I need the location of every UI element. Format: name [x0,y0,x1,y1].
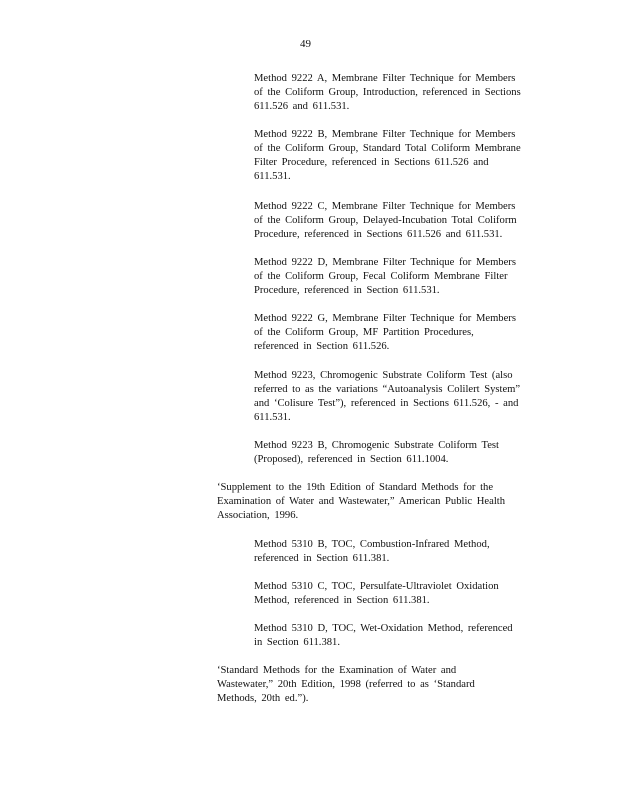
entry-line: Method 5310 B, TOC, Combustion-Infrared Method, [254,539,490,550]
entry-line: 611.531. [254,171,291,182]
reference-entry-9222-d [254,256,536,298]
entry-line: referenced in Section 611.526. [254,341,390,352]
entry-line: ‘Standard Methods for the Examination of Water and [217,665,457,676]
entry-line: of the Coliform Group, Delayed-Incubation Total Coliform [254,215,517,226]
entry-line: Procedure, referenced in Section 611.531. [254,285,440,296]
entry-line: Procedure, referenced in Sections 611.526 and 611.531. [254,229,503,240]
entry-line: Method, referenced in Section 611.381. [254,595,430,606]
entry-line: Method 9223 B, Chromogenic Substrate Coliform Test [254,440,499,451]
page-number: 49 [300,38,311,50]
reference-entry-5310-b [254,538,536,566]
entry-line: Examination of Water and Wastewater,” American Public Health [217,496,505,507]
reference-entry-9222-b [254,128,536,184]
entry-line: of the Coliform Group, MF Partition Procedures, [254,327,474,338]
entry-line: in Section 611.381. [254,637,340,648]
entry-line: Filter Procedure, referenced in Sections 611.526 and [254,157,489,168]
reference-entry-5310-c [254,580,536,608]
entry-line: referred to as the variations “Autoanalysis Colilert System” [254,384,521,395]
entry-line: Method 9222 C, Membrane Filter Technique for Members [254,201,516,212]
reference-entry-standard-methods-20th-edition [217,664,527,706]
entry-line: Method 9222 B, Membrane Filter Technique for Members [254,129,516,140]
entry-line: Method 9222 G, Membrane Filter Technique for Members [254,313,516,324]
entry-line: 611.531. [254,412,291,423]
reference-entry-9223 [254,369,536,425]
reference-entry-supplement-19th-edition [217,481,527,523]
entry-line: Association, 1996. [217,510,299,521]
entry-line: Method 9222 A, Membrane Filter Technique for Members [254,73,516,84]
entry-line: and ‘Colisure Test”), referenced in Sections 611.526, - and [254,398,519,409]
entry-line: of the Coliform Group, Introduction, referenced in Sections [254,87,521,98]
reference-entry-9223-b [254,439,536,467]
entry-line: Wastewater,” 20th Edition, 1998 (referred to as ‘Standard [217,679,475,690]
entry-line: of the Coliform Group, Standard Total Coliform Membrane [254,143,521,154]
entry-line: ‘Supplement to the 19th Edition of Standard Methods for the [217,482,494,493]
entry-line: 611.526 and 611.531. [254,101,350,112]
entry-line: of the Coliform Group, Fecal Coliform Membrane Filter [254,271,508,282]
entry-line: (Proposed), referenced in Section 611.1004. [254,454,449,465]
entry-line: Method 9222 D, Membrane Filter Technique for Members [254,257,516,268]
reference-entry-5310-d [254,622,536,650]
reference-entry-9222-c [254,200,536,242]
reference-entry-9222-a [254,72,536,114]
entry-line: referenced in Section 611.381. [254,553,390,564]
entry-line: Method 9223, Chromogenic Substrate Coliform Test (also [254,370,513,381]
entry-line: Methods, 20th ed.”). [217,693,309,704]
reference-entry-9222-g [254,312,536,354]
entry-line: Method 5310 C, TOC, Persulfate-Ultraviolet Oxidation [254,581,499,592]
entry-line: Method 5310 D, TOC, Wet-Oxidation Method, referenced [254,623,513,634]
